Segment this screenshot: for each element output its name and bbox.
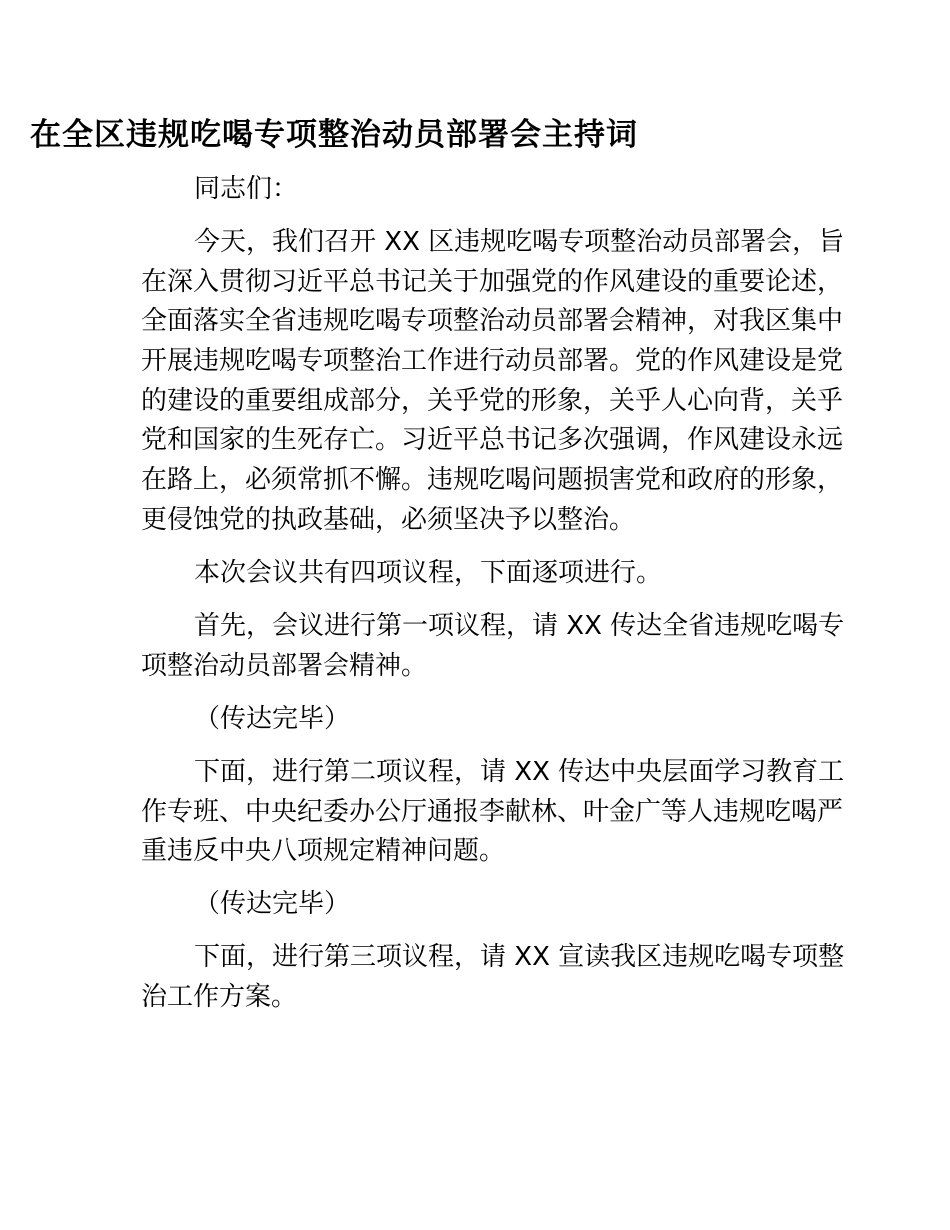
text-line: （传达完毕） [194, 704, 351, 734]
text-line: 重违反中央八项规定精神问题。 [141, 836, 506, 867]
text-line: 下面，进行第三项议程，请 XX 宣读我区违规吃喝专项整 [194, 942, 845, 972]
paragraph-note-1 [141, 700, 811, 740]
paragraph-agenda-intro [141, 554, 811, 594]
paragraph-agenda-1 [141, 607, 845, 686]
text-line: 全面落实全省违规吃喝专项整治动员部署会精神，对我区集中 [141, 306, 844, 337]
text-line: 项整治动员部署会精神。 [141, 650, 428, 681]
document-title: 在全区违规吃喝专项整治动员部署会主持词 [30, 117, 638, 153]
text-line: （传达完毕） [194, 889, 351, 919]
paragraph-agenda-3 [141, 938, 845, 1017]
text-line: 作专班、中央纪委办公厅通报李献林、叶金广等人违规吃喝严 [141, 796, 844, 827]
text-line: 的建设的重要组成部分，关乎党的形象，关乎人心向背，关乎 [141, 385, 844, 416]
text-line: 在深入贯彻习近平总书记关于加强党的作风建设的重要论述， [141, 266, 844, 297]
paragraph-agenda-2 [141, 753, 845, 872]
salutation [141, 170, 811, 210]
text-line: 同志们： [194, 174, 299, 204]
text-line: 本次会议共有四项议程，下面逐项进行。 [194, 558, 663, 588]
text-line: 开展违规吃喝专项整治工作进行动员部署。党的作风建设是党 [141, 346, 844, 377]
text-line: 下面，进行第二项议程，请 XX 传达中央层面学习教育工 [194, 757, 845, 787]
text-line: 在路上，必须常抓不懈。违规吃喝问题损害党和政府的形象， [141, 465, 844, 496]
text-line: 党和国家的生死存亡。习近平总书记多次强调，作风建设永远 [141, 425, 844, 456]
text-line: 首先，会议进行第一项议程，请 XX 传达全省违规吃喝专 [194, 611, 845, 641]
text-line: 更侵蚀党的执政基础，必须坚决予以整治。 [141, 504, 636, 535]
text-line: 今天，我们召开 XX 区违规吃喝专项整治动员部署会，旨 [194, 227, 845, 257]
text-line: 治工作方案。 [141, 981, 298, 1012]
paragraph-note-2 [141, 885, 811, 925]
paragraph-opening [141, 223, 845, 541]
